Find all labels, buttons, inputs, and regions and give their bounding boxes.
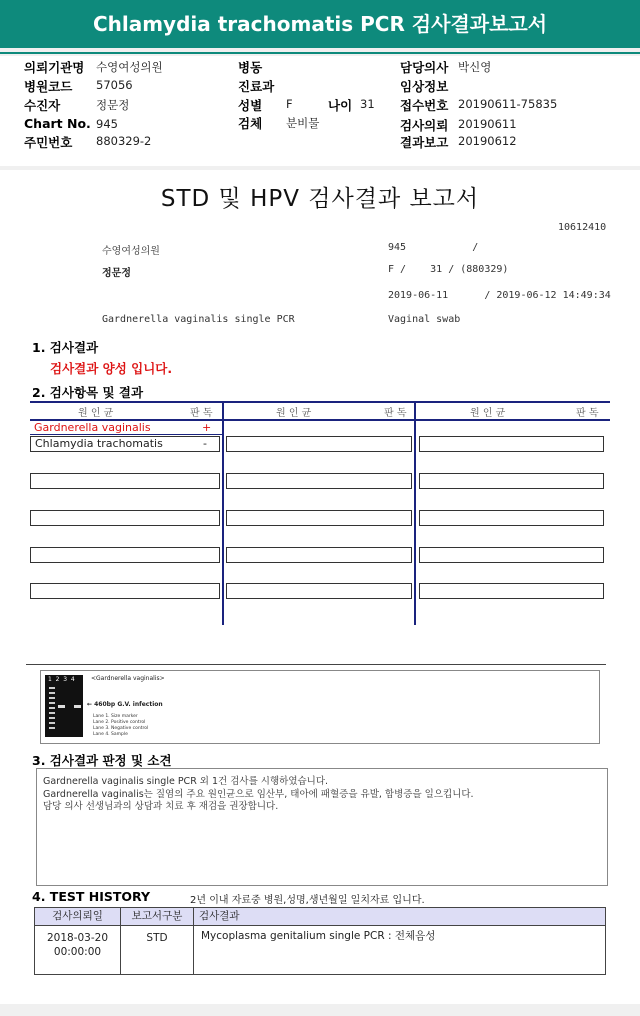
value-chart-no: 945 [96, 117, 118, 131]
label-hospital-code: 병원코드 [24, 79, 73, 94]
result-empty-box [419, 510, 604, 526]
value-request-date: 20190611 [458, 117, 517, 131]
gel-band [74, 705, 81, 708]
report-header [0, 56, 640, 166]
history-col-date: 검사의뢰일 [52, 910, 103, 922]
gel-title: <Gardnerella vaginalis> [91, 675, 165, 682]
result-item-judge: - [203, 437, 207, 450]
value-receipt-no: 20190611-75835 [458, 97, 558, 111]
label-report-date: 결과보고 [400, 135, 449, 150]
report-sex-age: F / 31 / (880329) [388, 264, 509, 275]
history-table [34, 907, 606, 975]
label-ward: 병동 [238, 60, 263, 75]
col-judge-1: 판 독 [190, 408, 213, 419]
gel-electrophoresis-figure [40, 670, 600, 744]
result-empty-box [226, 583, 412, 599]
value-patient: 정문정 [96, 98, 130, 112]
gel-legend-item: Lane 4. Sample [93, 732, 128, 737]
value-hospital-code: 57056 [96, 78, 133, 92]
gel-marker-lane [49, 687, 55, 731]
result-empty-box [226, 510, 412, 526]
history-type: STD [146, 932, 168, 944]
col-pathogen-2: 원 인 균 [276, 408, 312, 419]
history-time: 00:00:00 [53, 946, 102, 958]
result-empty-box [419, 473, 604, 489]
label-sex: 성별 [238, 98, 263, 113]
history-date: 2018-03-20 [46, 932, 109, 944]
result-empty-box [30, 473, 220, 489]
result-empty-box [419, 583, 604, 599]
result-empty-box [226, 436, 412, 452]
value-institution: 수영여성의원 [96, 60, 163, 74]
gel-legend-item: Lane 1. Size marker [93, 714, 138, 719]
comment-line: 담당 의사 선생님과의 상담과 치료 후 재검을 권장합니다. [43, 801, 279, 812]
label-request-date: 검사의뢰 [400, 118, 449, 133]
value-age: 31 [360, 97, 375, 111]
report-dates: 2019-06-11 / 2019-06-12 14:49:34 [388, 290, 611, 301]
history-col-result: 검사결과 [199, 910, 240, 922]
section4-heading: 4. TEST HISTORY [32, 889, 151, 904]
report-test-name: Gardnerella vaginalis single PCR [102, 314, 295, 325]
result-item-name: Gardnerella vaginalis [34, 421, 151, 434]
label-institution: 의뢰기관명 [24, 60, 85, 75]
report-patient: 정문정 [102, 268, 131, 279]
row-separator [30, 434, 222, 435]
history-result: Mycoplasma genitalium single PCR : 전체음성 [201, 930, 436, 942]
result-empty-box [419, 547, 604, 563]
history-col-divider [193, 908, 194, 974]
result-empty-box [226, 547, 412, 563]
label-specimen: 검체 [238, 116, 263, 131]
gel-lane-numbers: 1 2 3 4 [48, 676, 75, 683]
result-item-chlamydia [30, 436, 220, 452]
grid-divider [414, 403, 416, 625]
label-chart-no: Chart No. [24, 116, 91, 131]
report-hospital: 수영여성의원 [102, 246, 160, 257]
comment-line: Gardnerella vaginalis single PCR 외 1건 검사를 시행하였습니다. [43, 776, 329, 787]
value-report-date: 20190612 [458, 134, 517, 148]
section2-heading: 2. 검사항목 및 결과 [32, 385, 144, 400]
report-chart-ref: 945 / [388, 242, 479, 253]
result-empty-box [30, 547, 220, 563]
label-department: 진료과 [238, 79, 275, 94]
result-empty-box [226, 473, 412, 489]
history-col-type: 보고서구분 [131, 910, 183, 922]
col-judge-2: 판 독 [384, 408, 407, 419]
gel-legend-item: Lane 2. Positive control [93, 720, 146, 725]
result-empty-box [30, 510, 220, 526]
report-code: 10612410 [558, 222, 607, 233]
gel-band-label: ← 460bp G.V. infection [87, 701, 163, 708]
gel-image [45, 675, 83, 737]
section3-heading: 3. 검사결과 판정 및 소견 [32, 753, 172, 768]
col-pathogen-3: 원 인 균 [470, 408, 506, 419]
grid-divider [222, 403, 224, 625]
col-judge-3: 판 독 [576, 408, 599, 419]
title-underline [0, 52, 640, 54]
result-empty-box [30, 583, 220, 599]
result-empty-box [419, 436, 604, 452]
value-sex: F [286, 97, 293, 111]
value-resident-no: 880329-2 [96, 134, 152, 148]
comment-box [36, 768, 608, 886]
col-pathogen-1: 원 인 균 [78, 408, 114, 419]
result-grid-header [30, 401, 610, 421]
label-doctor: 담당의사 [400, 60, 449, 75]
label-resident-no: 주민번호 [24, 135, 73, 150]
label-age: 나이 [328, 98, 353, 113]
report-specimen: Vaginal swab [388, 314, 461, 325]
report-page [0, 170, 640, 1004]
value-doctor: 박신영 [458, 60, 492, 74]
label-receipt-no: 접수번호 [400, 98, 449, 113]
gel-legend-item: Lane 3. Negative control [93, 726, 149, 731]
label-patient: 수진자 [24, 98, 61, 113]
report-title: Chlamydia trachomatis PCR 검사결과보고서 [0, 0, 640, 48]
label-clinical-info: 임상정보 [400, 79, 449, 94]
value-specimen: 분비물 [286, 116, 320, 130]
section1-heading: 1. 검사결과 [32, 340, 99, 355]
result-item-name: Chlamydia trachomatis [35, 437, 163, 450]
result-item-judge: + [202, 421, 212, 434]
divider [26, 664, 606, 665]
result-item-gardnerella [34, 421, 220, 434]
comment-line: Gardnerella vaginalis는 질염의 주요 원인균으로 임산부, 태아에 패혈증을 유발, 합병증을 일으킵니다. [43, 789, 474, 800]
section1-result: 검사결과 양성 입니다. [50, 361, 173, 376]
report-page-title: STD 및 HPV 검사결과 보고서 [160, 186, 480, 212]
gel-band [58, 705, 65, 708]
history-note: 2년 이내 자료중 병원,성명,생년월일 일치자료 입니다. [190, 895, 425, 906]
